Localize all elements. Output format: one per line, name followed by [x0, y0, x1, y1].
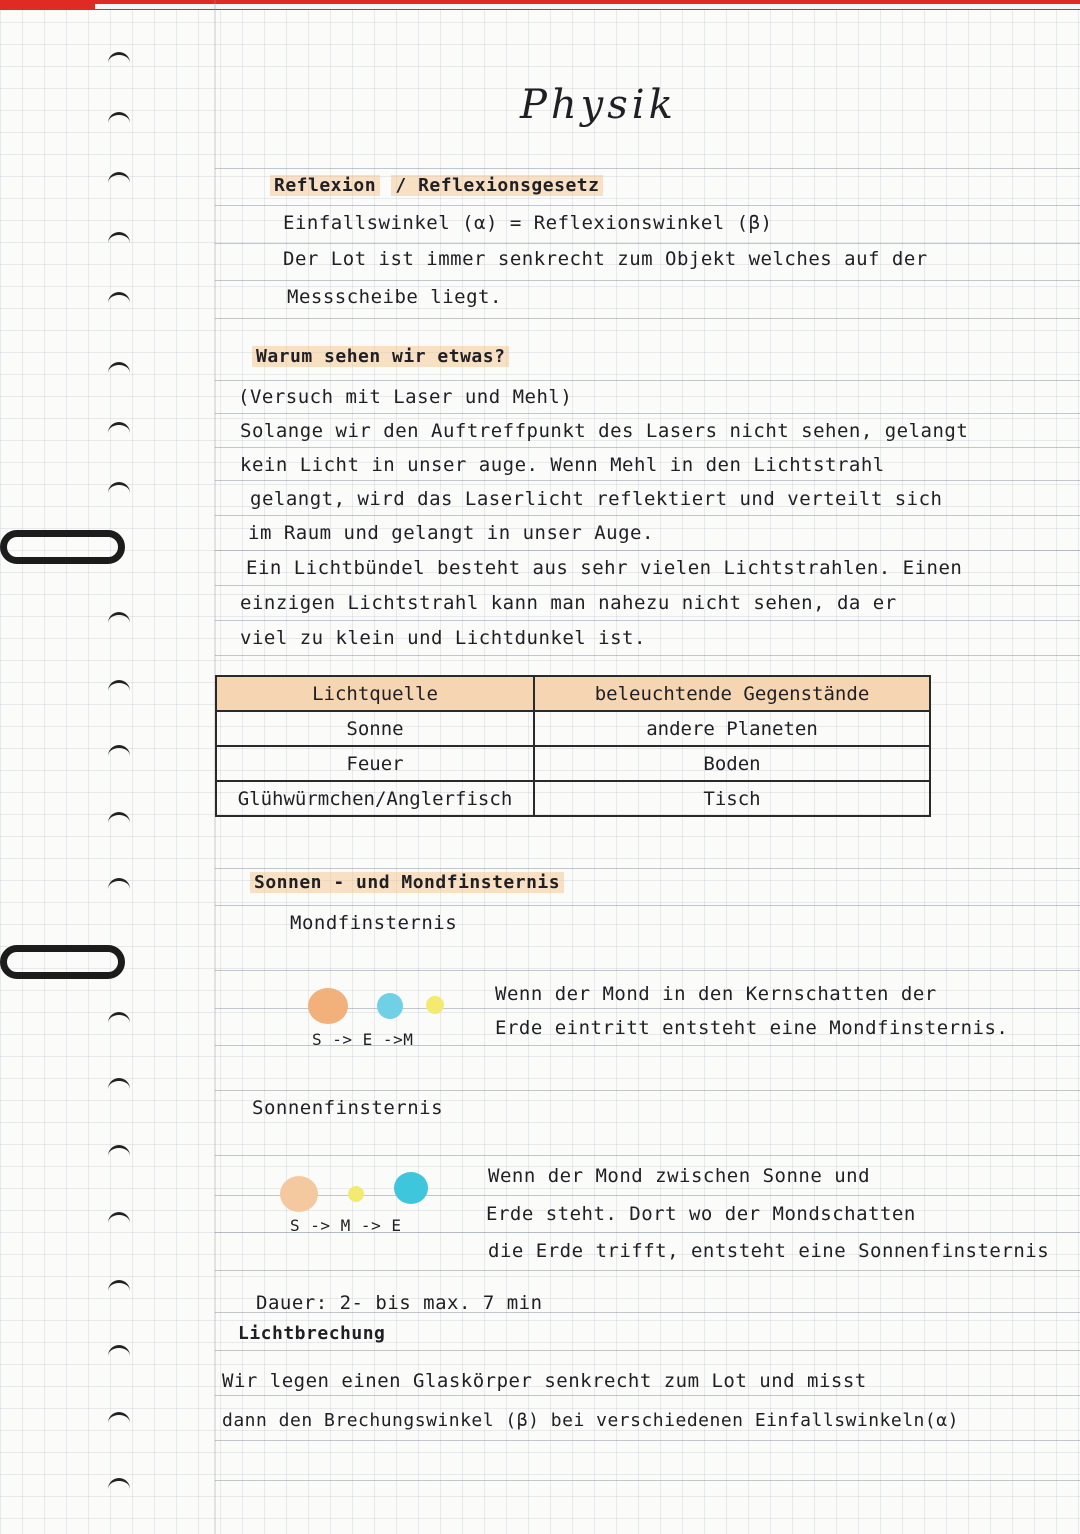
ruled-line: [215, 447, 1080, 448]
earth-dot: [377, 993, 403, 1019]
reflexion-heading-sub: / Reflexionsgesetz: [391, 175, 603, 196]
ruled-line: [215, 243, 1080, 244]
warum-line: im Raum und gelangt in unser Auge.: [248, 522, 654, 544]
moon-dot: [426, 996, 444, 1014]
binder-hole: [108, 1280, 130, 1301]
table-row: [216, 781, 930, 816]
ruled-line: [215, 480, 1080, 481]
finsternis-heading-text: Sonnen - und Mondfinsternis: [250, 872, 564, 893]
page-title: Physik: [520, 82, 677, 128]
ruled-line: [215, 585, 1080, 586]
binder-hole: [108, 680, 130, 701]
binder-hole: [108, 1012, 130, 1033]
ruled-line: [215, 550, 1080, 551]
ruled-line: [215, 380, 1080, 381]
binder-hole: [108, 232, 130, 253]
table-cell: Boden: [534, 746, 930, 781]
finsternis-heading: [250, 872, 564, 893]
table-header-cell: Lichtquelle: [216, 676, 534, 711]
table-row: [216, 711, 930, 746]
binder-hole: [108, 1212, 130, 1233]
lichtbrechung-line: dann den Brechungswinkel (β) bei verschiedenen Einfallswinkeln(α): [222, 1410, 959, 1431]
reflexion-heading-text: Reflexion: [270, 175, 380, 196]
ruled-line: [215, 1090, 1080, 1091]
warum-line: (Versuch mit Laser und Mehl): [238, 386, 573, 408]
binder-ring: [0, 530, 125, 564]
warum-line: viel zu klein und Lichtdunkel ist.: [240, 627, 646, 649]
mond-text: Wenn der Mond in den Kernschatten der: [495, 983, 937, 1005]
page-top-edge: [95, 4, 1080, 9]
ruled-line: [215, 868, 1080, 869]
ruled-line: [215, 515, 1080, 516]
table-cell: Glühwürmchen/Anglerfisch: [216, 781, 534, 816]
table-cell: Feuer: [216, 746, 534, 781]
binder-hole: [108, 612, 130, 633]
binder-hole: [108, 745, 130, 766]
light-source-table: [215, 675, 931, 817]
reflexion-line: Messscheibe liegt.: [287, 286, 502, 308]
ruled-line: [215, 205, 1080, 206]
binder-hole: [108, 1145, 130, 1166]
reflexion-line: Der Lot ist immer senkrecht zum Objekt welches auf der: [283, 248, 928, 270]
ruled-line: [215, 1395, 1080, 1396]
binder-hole: [108, 1345, 130, 1366]
binder-hole: [108, 1412, 130, 1433]
table-header-row: [216, 676, 930, 711]
ruled-line: [215, 620, 1080, 621]
ruled-line: [215, 1155, 1080, 1156]
binder-hole: [108, 482, 130, 503]
ruled-line: [215, 280, 1080, 281]
sun-dot: [308, 988, 348, 1024]
table-cell: Sonne: [216, 711, 534, 746]
warum-line: gelangt, wird das Laserlicht reflektiert und verteilt sich: [250, 488, 943, 510]
sonnenfinsternis-title: Sonnenfinsternis: [252, 1097, 444, 1119]
ruled-line: [215, 1480, 1080, 1481]
binder-hole: [108, 52, 130, 73]
ruled-line: [215, 413, 1080, 414]
ruled-line: [215, 970, 1080, 971]
mond-text: Erde eintritt entsteht eine Mondfinsternis.: [495, 1017, 1009, 1039]
ruled-line: [215, 905, 1080, 906]
binder-hole: [108, 362, 130, 383]
table-row: [216, 746, 930, 781]
ruled-line: [215, 1195, 1080, 1196]
sonne-text: Wenn der Mond zwischen Sonne und: [488, 1165, 871, 1187]
binder-hole: [108, 422, 130, 443]
moon-dot: [348, 1186, 364, 1202]
warum-heading: [252, 346, 509, 367]
table-cell: Tisch: [534, 781, 930, 816]
binder-hole: [108, 172, 130, 193]
lichtbrechung-line: Wir legen einen Glaskörper senkrecht zum Lot und misst: [222, 1370, 867, 1392]
ruled-line: [215, 318, 1080, 319]
table-header-cell: beleuchtende Gegenstände: [534, 676, 930, 711]
sonne-text: Erde steht. Dort wo der Mondschatten: [486, 1203, 916, 1225]
lichtbrechung-heading: Lichtbrechung: [238, 1323, 386, 1344]
ruled-line: [215, 655, 1080, 656]
ruled-line: [215, 1270, 1080, 1271]
binder-hole: [108, 292, 130, 313]
mondfinsternis-title: Mondfinsternis: [290, 912, 458, 934]
table-cell: andere Planeten: [534, 711, 930, 746]
sun-dot: [280, 1176, 318, 1212]
binder-hole: [108, 1478, 130, 1499]
binder-hole: [108, 878, 130, 899]
sonne-order: S -> M -> E: [290, 1216, 402, 1235]
binder-ring: [0, 945, 125, 979]
sonne-text: die Erde trifft, entsteht eine Sonnenfinsternis: [488, 1240, 1050, 1262]
warum-heading-text: Warum sehen wir etwas?: [252, 346, 509, 367]
dauer-text: Dauer: 2- bis max. 7 min: [256, 1292, 543, 1314]
earth-dot: [394, 1172, 428, 1204]
mond-order: S -> E ->M: [312, 1030, 414, 1049]
binder-hole: [108, 1078, 130, 1099]
warum-line: Solange wir den Auftreffpunkt des Lasers nicht sehen, gelangt: [240, 420, 969, 442]
ruled-line: [215, 168, 1080, 169]
binder-hole: [108, 112, 130, 133]
binder-hole: [108, 812, 130, 833]
ruled-line: [215, 1440, 1080, 1441]
reflexion-line: Einfallswinkel (α) = Reflexionswinkel (β): [283, 212, 773, 234]
warum-line: kein Licht in unser auge. Wenn Mehl in den Lichtstrahl: [240, 454, 885, 476]
warum-line: Ein Lichtbündel besteht aus sehr vielen Lichtstrahlen. Einen: [246, 557, 963, 579]
ruled-line: [215, 1350, 1080, 1351]
warum-line: einzigen Lichtstrahl kann man nahezu nicht sehen, da er: [240, 592, 897, 614]
reflexion-heading: [270, 175, 603, 196]
